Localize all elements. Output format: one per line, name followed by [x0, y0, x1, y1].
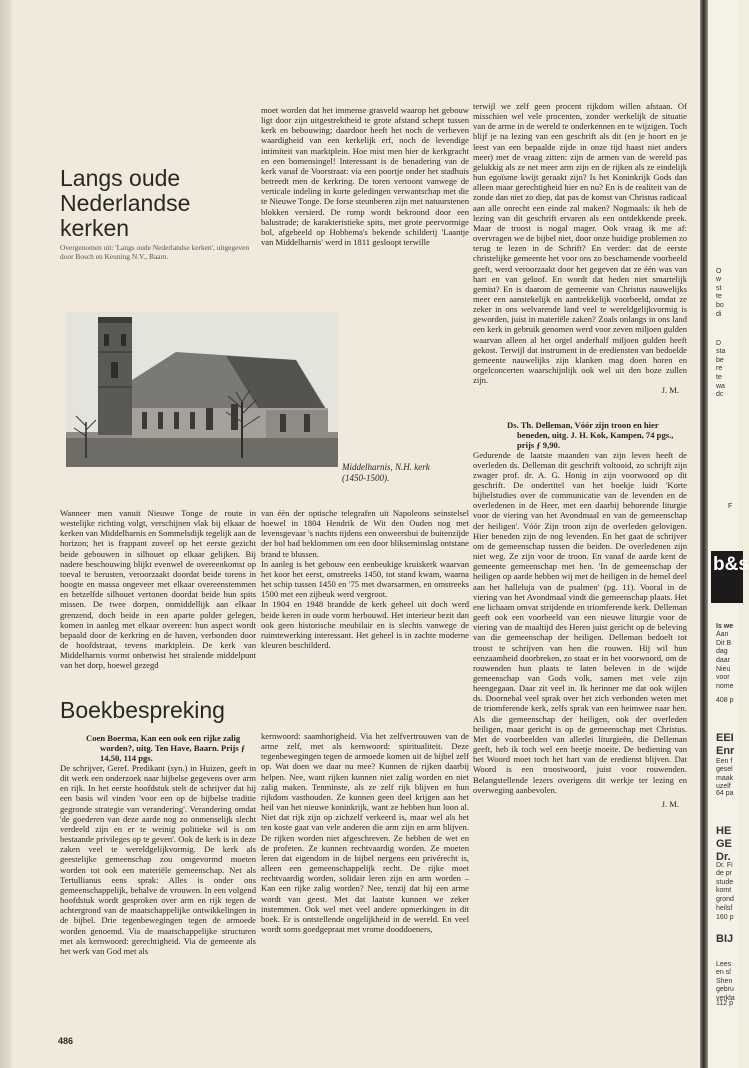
adjacent-text-5: Een f gesel maak uzelf — [716, 757, 734, 791]
section-title: Boekbespreking — [60, 697, 225, 723]
church-illustration — [66, 312, 338, 467]
church-photo — [66, 312, 338, 467]
adjacent-text-2: D sta be re te wa dc — [716, 339, 726, 399]
page-number: 486 — [58, 1036, 74, 1046]
review2-heading: Ds. Th. Delleman, Vóór zijn troon en hier beneden, uitg. J. H. Kok, Kampen, 74 pgs., prijs ƒ 9,90. — [507, 419, 674, 450]
adjacent-price-1: 408 p — [716, 697, 734, 704]
adjacent-head-3: HE GE Dr. — [716, 825, 732, 863]
adjacent-price-4: 112 p — [716, 1000, 733, 1007]
article-credit: Overgenomen uit: 'Langs oude Nederlandse kerken', uitgegeven door Bosch en Keuning N.V., Baarn. — [60, 243, 250, 261]
adjacent-text-7: Lees en sl Shen gebru verkla — [716, 960, 735, 1002]
adjacent-price-3: 160 p — [716, 914, 734, 921]
adjacent-price-2: 64 pa — [716, 790, 734, 797]
photo-caption: Middelharnis, N.H. kerk (1450-1500). — [342, 462, 430, 483]
article-column-mid-bottom: van één der optische telegrafen uit Napoleons seinstelsel hoewel in 1804 Hendrik de Wit den Ouden nog met levensgevaar 's nachts tijdens een onweersbui de buitenzijde der bol had beklommen om een door blikseminslag ontstane brand te blussen. In aanleg is het gebouw een eenbeukige kruiskerk waarvan het koor het eerst, omstreeks 1450, tot stand kwam, waarna het schip tussen 1450 en '75 met dwarsarmen, en omstreeks 1500 met een zijbeuk werd vergroot. In 1904 en 1948 brandde de kerk geheel uit doch werd beide keren in oude vorm herbouwd. Het interieur bezit dan ook geen historische meubilair en is slechts vanwege de ruimtewerking interessant. Het geheel is in zachte moderne kleuren beschilderd. — [261, 508, 469, 651]
review2-signature: J. M. — [661, 798, 679, 809]
adjacent-head-4: BIJ — [716, 933, 734, 945]
review1-column-right: terwijl we zelf geen procent rijkdom willen afstaan. Of misschien wel vele procenten, zonder werkelijk de situatie van de arme in de wereld te onderkennen en te wijzigen. Toch blijf je na lezing van een geschrift als dit (en je hoort en je leest van een bepaalde zijde in onze tijd haast niet anders meer) met de vraag zitten: zijn de armen van de wereld pas gelukkig als ze net meer arm zijn en de rijken als ze eindelijk hun egoïsme kwijt geraakt zijn? Is het Koninkrijk Gods dan alleen maar gerechtigheid hier en nu? En is de realiteit van de zonde dan niet zo diep, dat pas de komst van Christus radicaal aan alle onrecht een einde zal maken? Nogmaals: ik heb de lezing van dit geschrift ervaren als een ontdekkende preek. Maar de troost is nogal mager. Ook vraag ik me af: overvragen we de bijbel niet, door onze huidige problemen zo terug te lezen in de Schrift? En verder: dat de eerste christelijke gemeente het voor ons zo beschamende voorbeeld geeft, werd veroorzaakt door het gegeven dat ze één was van hart en van geloof. En wordt dat heden niet smartelijk gemist? En is daarom de gemeente van Christus nauwelijks meer een aanstekelijk en aantrekkelijk voorbeeld, omdat ze zeker in ons welvarende land veel te wereldgelijkvormig is geworden, juist in materiële zaken? Zoals onlangs in ons land een kerk in gebruik genomen werd voor zeven miljoen gulden waarvan alleen al het orgel anderhalf miljoen gulden heeft gekost. Terwijl dat instrument in de erediensten van bedoelde gemeente nauwelijks zijn klanken mag doen horen en orgelconcerten waarschijnlijk ook wel uit den boze zullen zijn. J. M. Ds. Th. Delleman, Vóór zijn troon en hier beneden, uitg. J. H. Kok, Kampen, 74 pgs., prijs ƒ 9,90. Gedurende de laatste maanden van zijn leven heeft de overleden ds. Delleman dit geschrift voltooid, zo schrijft zijn zwager prof. dr. A. G. Honig in zijn voorwoord op dit geschrift. De ondertitel van het boekje luidt 'Korte bijbelstudies over de communicatie van de levenden en de overledenen in de Heer, met een daarbij behorende liturgie voor de viering van het Avondmaal en van de gemeenschap der heiligen'. Vóór Zijn troon zijn de overleden gelovigen. Hier beneden zijn de nog levenden. En het gaat de schrijver om de gemeenschap tussen die beiden. De overledenen zijn niet weg. Ze zijn voor de troon. En vanaf de aarde kent de gemeente gemeenschap met hen. 'In de gemeenschap der heiligen op aarde hebben wij met de heiligen in de hemel deel aan het halleluja van de psalmen' (pg. 11). Vooral in de viering van het Avondmaal vindt die gemeenschap plaats. Het ene lichaam omvat strijdende en triomferende kerk. Delleman geeft ook een voorbeeld van een nieuwe liturgie voor de viering van de maaltijd des Heren juist gericht op de beleving van die gemeenschap der heiligen. Delleman bedoelt tot troost te schrijven van hen die rouwen. Hij wil hun eenzaamheid doorbreken, zo staat er in het voorwoord, om de rouwenden hun plaats te laten beleven in de wijde gemeenschap van Gods volk, samen met vele zijn heengegaan. Daar zit veel in. Ik herinner me dat ook wijlen ds. Doornebal veel sprak over het zich verbonden weten met de triomferende kerk, zelfs sprak van een heimwee naar hen. Als die gemeenschap der heiligen, ook der overleden heiligen, maar gericht is op de gemeenschap met Christus. Met de voorbeelden van allerlei liturgieën, die Delleman geeft, heb ik toch wel een beetje moeite. De bediening van het Woord moet toch het hart van de eredienst blijven. Dat Woord is een troostwoord, juist voor rouwenden. Belangstellende lezers overigens dit werkje ter lezing en overweging aanbevolen. J. M. — [473, 101, 687, 809]
review1-heading: Coen Boerma, Kan een ook een rijke zalig worden?, uitg. Ten Have, Baarn. Prijs ƒ 14,50, 114 pgs. — [86, 733, 246, 763]
page-spine — [700, 0, 708, 1068]
adjacent-text-3: F — [728, 503, 733, 510]
article-column-mid-top: moet worden dat het immense grasveld waarop het gebouw ligt door zijn uitgestrektheid te grote afstand schept tussen kerk en bebouwing; daardoor heeft het noch de verheven waardigheid van een kerkelijk erf, noch de levendige intimiteit van marktplein. Hoe mist men hier de kerkgracht en een bomensingel! Interessant is de benadering van de kerk vanaf de Voorstraat: via een poortje onder het stadhuis betreedt men de kerkring. De toren vertoont vanwege de verticale indeling in korte geledingen verwantschap met die te Nieuwe Tonge. De forse steunberen zijn met natuurstenen blokken versierd. De romp wordt bekroond door een balustrade; de karakteristieke spits, met grote peervormige bol, afgebeeld op Hobbema's bekende schilderij 'Laantje van Middelharnis' werd in 1811 gesloopt terwille — [261, 105, 469, 248]
adjacent-head-2: EEI Enr — [716, 732, 735, 757]
article-title-line: kerken — [60, 215, 130, 241]
adjacent-text-1: O w st te bo di — [716, 267, 724, 318]
article-title — [60, 166, 190, 241]
adjacent-text-4: Is we Aan Dit B dag daar Nieu voor nome — [716, 622, 734, 690]
review1-column-mid: kernwoord: saamhorigheid. Via het zelfvertrouwen van de arme zelf, met als kernwoord: spiritualiteit. Deze tegenbewegingen tegen de armoede komen uit de bijbel zelf op. Wat doen we daar nu mee? Kunnen de rijken daarbij helpen. Nee, want rijken kunnen niet zalig worden en niet zalig maken. Tenminste, als ze zelf rijk blijven en hun rijkdom vasthouden. Ze kunnen geen deel krijgen aan het heil van het nieuwe koninkrijk, want ze hebben hun loon al. Niet dat rijk zijn op zichzelf verkeerd is, maar wel als het ten koste gaat van vele anderen die arm zijn en arm blijven. De rijken worden niet afgeschreven. Ze hebben de wet en de profeten. Ze kunnen rechtvaardig worden. Ze moeten leren dat eigendom in de bijbel nergens een privérecht is, alleen een gemeenschappelijk recht. De rijke moet rechtvaardig worden, solidair leren zijn en arm worden – Kan een rijke zalig worden? Nee, tenzij dat hij een arme wordt van geest. Met dat laatste kunnen we zeker instemmen. Ook wel met veel andere opmerkingen in dit boek. Er is ontstellende ongelijkheid in de wereld. En veel wordt soms goedgepraat met vrome dooddoeners, — [261, 731, 469, 934]
article-title-line: Langs oude — [60, 165, 181, 191]
review1-column-left: Coen Boerma, Kan een ook een rijke zalig worden?, uitg. Ten Have, Baarn. Prijs ƒ 14,50, 114 pgs. De schrijver, Geref. Predikant (syn.) in Huizen, geeft in dit werk een onderzoek naar bijbelse gegevens over arm en rijk. In het eerste hoofdstuk stelt de schrijver dat hij een basis wil vinden 'voor een op de bijbelse traditie gegronde strategie van verandering'. Verandering omdat 'de goederen van deze aarde nog zo onmenselijk slecht verdeeld zijn en er te weinig politieke wil is om bestaande privileges op te geven'. Ook de kerk is in deze zaken veel te wereldgelijkvormig. De kerk als geestelijke gemeenschap zou omgevormd moeten worden tot ook een materiële gemeenschap. Net als Tertullianus eens sprak: Alles is onder ons gemeenschappelijk, behalve de vrouwen. In een volgend hoofdstuk wordt gesproken over arm en rijk tegen de achtergrond van de maatschappelijke ontwikkelingen in de bijbel. Drie tegenbewegingen tegen de armoede worden genoemd. Via de maatschappelijke structuren met als kernwoord: gerechtigheid. Via de gemeente als het werk van God met als — [60, 733, 256, 956]
adjacent-text-6: Dr. Fi de pr stude komt grond heilsf — [716, 861, 734, 912]
bs-logo: b&s — [711, 551, 743, 603]
review1-signature: J. M. — [661, 385, 679, 396]
article-title-line: Nederlandse — [60, 190, 191, 216]
article-column-left-bottom: Wanneer men vanuit Nieuwe Tonge de route in westelijke richting volgt, verschijnen vlak bij elkaar de kerken van Middelharnis en Sommelsdijk tegelijk aan de horizon; het is frappant zoveel op het eerste gezicht beide gebouwen in silhouet op elkaar gelijken. Bij nadere beschouwing blijkt evenwel de overeenkomst op toeval te berusten, veroorzaakt doordat beide torens in hoogte en massa ongeveer met elkaar overeenstemmen en hetzelfde silhouet vertonen doordat beide hun spits missen. De twee dorpen, onmiddellijk aan elkaar grenzend, doch beide in een aparte polder gelegen, komen in aanleg met elkaar overeen: hun aspect wordt bepaald door de kerkring en de haven, verbonden door de hoofdstraat, tevens marktplein. De kerk van Middelharnis vormt onbetwist het stralende middelpunt van het dorp, hoewel gezegd — [60, 508, 256, 671]
